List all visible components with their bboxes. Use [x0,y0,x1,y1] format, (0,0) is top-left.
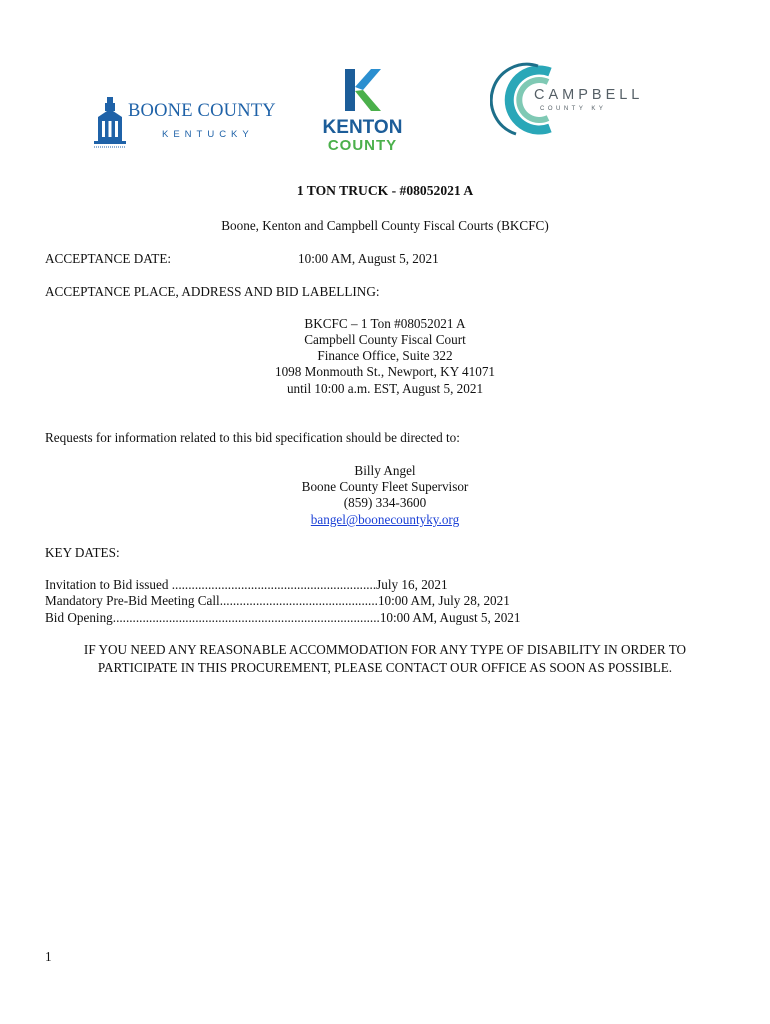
contact-email-link[interactable]: bangel@boonecountyky.org [310,512,460,527]
key-date-row: Invitation to Bid issued ..............................................................July 16, 2021 [45,577,448,592]
kenton-k-icon [343,69,383,111]
requests-text: Requests for information related to this bid specification should be directed to: [45,430,460,445]
key-dates-label: KEY DATES: [45,545,120,560]
contact-name: Billy Angel [354,463,416,478]
accommodation-notice [0,641,770,677]
notice-line: IF YOU NEED ANY REASONABLE ACCOMMODATION FOR ANY TYPE OF DISABILITY IN ORDER TO [83,642,687,657]
boone-county-logo [94,97,284,149]
logo-banner [0,55,770,160]
key-date-row: Bid Opening.................................................................................10:00 AM, August 5, 2021 [45,610,521,625]
acceptance-date-label: ACCEPTANCE DATE: [45,251,172,266]
document-title: 1 TON TRUCK - #08052021 A [296,183,474,198]
acceptance-date-value: 10:00 AM, August 5, 2021 [298,251,439,266]
address-line: Campbell County Fiscal Court [304,332,466,347]
campbell-logo-name: CAMPBELL [534,87,644,103]
document-subtitle: Boone, Kenton and Campbell County Fiscal Courts (BKCFC) [221,218,549,233]
address-line: BKCFC – 1 Ton #08052021 A [304,316,466,331]
address-line: 1098 Monmouth St., Newport, KY 41071 [274,364,496,379]
acceptance-place-label: ACCEPTANCE PLACE, ADDRESS AND BID LABELLING: [45,284,380,299]
contact-email-row [0,512,770,528]
campbell-logo-sub: COUNTY KY [540,106,607,112]
key-date-row: Mandatory Pre-Bid Meeting Call................................................10:00 AM, July 28, 2021 [45,593,510,608]
courthouse-icon [94,97,126,149]
kenton-logo-county: COUNTY [327,137,398,154]
boone-logo-name: BOONE COUNTY [128,101,276,121]
kenton-county-logo [315,65,410,155]
address-line: until 10:00 a.m. EST, August 5, 2021 [286,381,484,396]
page-number: 1 [45,949,52,964]
boone-logo-state: KENTUCKY [162,129,254,140]
notice-line: PARTICIPATE IN THIS PROCUREMENT, PLEASE CONTACT OUR OFFICE AS SOON AS POSSIBLE. [97,660,673,675]
campbell-county-logo [490,60,650,140]
address-line: Finance Office, Suite 322 [317,348,453,363]
contact-title: Boone County Fleet Supervisor [301,479,469,494]
kenton-logo-name: KENTON [322,117,403,138]
contact-phone: (859) 334-3600 [343,495,427,510]
